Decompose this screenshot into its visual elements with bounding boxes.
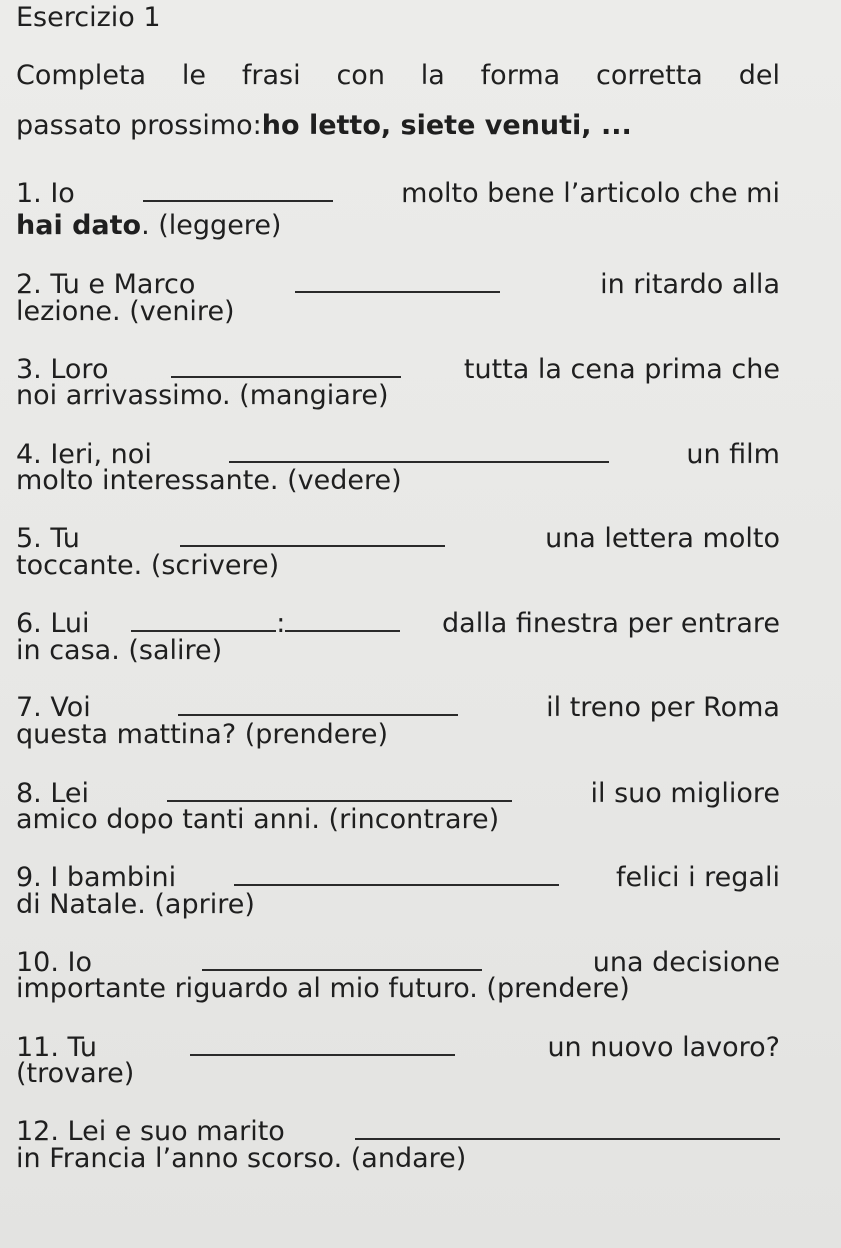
exercise-item-7 bbox=[16, 676, 780, 723]
answer-blank[interactable] bbox=[167, 778, 512, 802]
item-text: molto bene l’articolo che mi bbox=[401, 178, 780, 209]
answer-blank[interactable] bbox=[295, 269, 500, 293]
instructions-word: forma bbox=[480, 60, 561, 91]
item-start: 3. Loro bbox=[16, 354, 109, 385]
instructions-word: del bbox=[738, 60, 780, 91]
item-text: felici i regali bbox=[616, 862, 780, 893]
item-continuation-3: noi arrivassimo. (mangiare) bbox=[16, 380, 389, 411]
exercise-item-12 bbox=[16, 1100, 780, 1147]
answer-blank[interactable] bbox=[171, 354, 401, 378]
item-start: 9. I bambini bbox=[16, 862, 177, 893]
item-continuation-5: toccante. (scrivere) bbox=[16, 550, 280, 581]
item-start: 6. Lui bbox=[16, 608, 90, 639]
answer-blank[interactable] bbox=[229, 439, 609, 463]
item-start: 12. Lei e suo marito bbox=[16, 1116, 285, 1147]
answer-blank[interactable] bbox=[143, 178, 333, 202]
instructions-word: frasi bbox=[241, 60, 301, 91]
item-continuation-7: questa mattina? (prendere) bbox=[16, 719, 389, 750]
item-continuation-9: di Natale. (aprire) bbox=[16, 889, 255, 920]
item-start: 7. Voi bbox=[16, 692, 91, 723]
answer-blank[interactable] bbox=[234, 862, 559, 886]
exercise-item-2 bbox=[16, 253, 780, 300]
item-start: 10. Io bbox=[16, 947, 93, 978]
item-continuation-12: in Francia l’anno scorso. (andare) bbox=[16, 1143, 467, 1174]
exercise-item-9 bbox=[16, 846, 780, 893]
item-continuation-2: lezione. (venire) bbox=[16, 296, 235, 327]
instructions-examples: ho letto, siete venuti, ... bbox=[261, 110, 632, 141]
exercise-item-5 bbox=[16, 507, 780, 554]
item-continuation-6: in casa. (salire) bbox=[16, 635, 223, 666]
item-text: in ritardo alla bbox=[600, 269, 780, 300]
instructions-word: con bbox=[336, 60, 385, 91]
answer-blank[interactable] bbox=[180, 523, 445, 547]
item-continuation-10: importante riguardo al mio futuro. (prendere) bbox=[16, 973, 630, 1004]
exercise-title: Esercizio 1 bbox=[16, 2, 161, 33]
item-start: 8. Lei bbox=[16, 778, 90, 809]
exercise-item-4 bbox=[16, 423, 780, 470]
exercise-item-10 bbox=[16, 931, 780, 978]
instructions-word: la bbox=[420, 60, 445, 91]
item-start: 11. Tu bbox=[16, 1032, 98, 1063]
item-text: una decisione bbox=[592, 947, 780, 978]
item-text: un nuovo lavoro? bbox=[547, 1032, 780, 1063]
item-start: 1. Io bbox=[16, 178, 75, 209]
instructions-line-1 bbox=[16, 60, 780, 91]
answer-blank[interactable] bbox=[202, 947, 482, 971]
item-continuation-8: amico dopo tanti anni. (rincontrare) bbox=[16, 804, 500, 835]
item-start: 2. Tu e Marco bbox=[16, 269, 196, 300]
answer-blank[interactable] bbox=[285, 608, 400, 632]
exercise-item-1 bbox=[16, 162, 780, 209]
answer-blank[interactable] bbox=[355, 1116, 780, 1140]
item-text: il treno per Roma bbox=[546, 692, 780, 723]
exercise-item-11 bbox=[16, 1016, 780, 1063]
answer-blank-group bbox=[131, 592, 400, 639]
item-text: un film bbox=[686, 439, 780, 470]
exercise-item-8 bbox=[16, 762, 780, 809]
exercise-item-6 bbox=[16, 592, 780, 639]
instructions-text: passato prossimo: bbox=[16, 110, 262, 141]
instructions-line-2 bbox=[16, 110, 780, 141]
instructions-word: le bbox=[181, 60, 207, 91]
item-continuation-11: (trovare) bbox=[16, 1058, 135, 1089]
item-hint: . (leggere) bbox=[141, 210, 282, 241]
item-start: 4. Ieri, noi bbox=[16, 439, 152, 470]
item-text: dalla finestra per entrare bbox=[442, 608, 780, 639]
item-continuation-4: molto interessante. (vedere) bbox=[16, 465, 402, 496]
item-bold-text: hai dato bbox=[16, 210, 142, 241]
item-text: il suo migliore bbox=[590, 778, 780, 809]
answer-blank[interactable] bbox=[190, 1032, 455, 1056]
answer-blank[interactable] bbox=[178, 692, 458, 716]
item-start: 5. Tu bbox=[16, 523, 80, 554]
colon-separator: : bbox=[276, 608, 286, 639]
item-text: una lettera molto bbox=[545, 523, 780, 554]
item-text: tutta la cena prima che bbox=[463, 354, 780, 385]
exercise-item-3 bbox=[16, 338, 780, 385]
instructions-word: Completa bbox=[16, 60, 147, 91]
instructions-word: corretta bbox=[596, 60, 703, 91]
item-continuation-1 bbox=[16, 210, 281, 241]
answer-blank[interactable] bbox=[131, 608, 276, 632]
